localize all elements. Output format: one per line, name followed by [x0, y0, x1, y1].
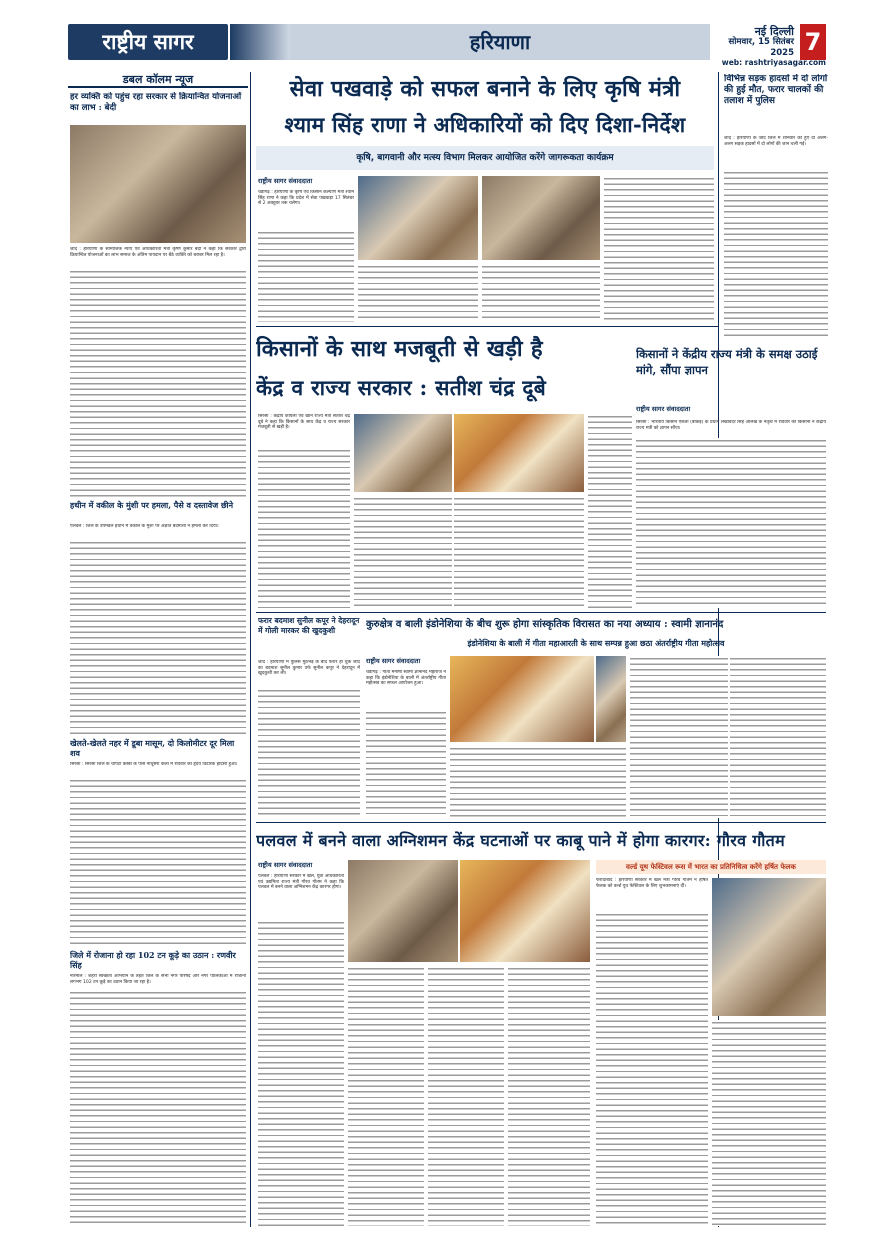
left-story3-text	[70, 762, 246, 946]
text-filler	[70, 269, 246, 497]
lead-headline-line1: सेवा पखवाड़े को सफल बनाने के लिए कृषि मंत्री	[289, 76, 681, 102]
lead-byline: राष्ट्रीय सागर संवाददाता	[258, 177, 313, 185]
text-filler	[428, 966, 504, 1226]
dateline	[712, 24, 798, 60]
text-filler	[604, 176, 714, 322]
text-filler	[358, 264, 478, 322]
left-story4-lead: नारनौल : शहरी स्वच्छता अभियान के तहत जिले के सभी नगर परिषद और नगर पालिकाओं में रोजाना लगभग 102 टन कूड़े का उठान किया जा रहा है।	[70, 974, 246, 985]
left-column-divider	[250, 72, 251, 1227]
right-middle-byline: राष्ट्रीय सागर संवाददाता	[636, 405, 691, 413]
right-bottom-headline: वर्ल्ड यूथ फेस्टिवल रूस में भारत का प्रतिनिधित्व करेंगे हर्षित फेलक	[596, 860, 826, 874]
text-filler	[482, 264, 600, 322]
left-story1-headline: हर व्यक्ति को पहुंच रहा सरकार से क्रियान्वित योजनाओं का लाभ : बेदी	[70, 92, 242, 113]
left-story2-lead: पलवल : जिले के उपमंडल हथीन में वकील के मुंशी पर अज्ञात बदमाशों ने हमला कर दिया।	[70, 524, 219, 529]
right-top-headline: विभिन्न सड़क हादसों में दो लोगों की हुई मौत, फरार चालकों की तलाश में पुलिस	[724, 74, 828, 106]
lead-text-col4	[604, 176, 714, 322]
left-story4-headline: जिले में रोजाना हो रहा 102 टन कूड़े का उठान : रणवीर सिंह	[70, 950, 236, 970]
third-text-col4	[730, 656, 826, 818]
text-filler	[724, 170, 828, 336]
fourth-byline: राष्ट्रीय सागर संवाददाता	[258, 861, 313, 869]
fourth-photo-right	[460, 860, 590, 962]
second-text-col4	[588, 414, 632, 608]
lead-photo-right	[482, 176, 600, 260]
text-filler	[588, 414, 632, 608]
right-top-text	[724, 136, 828, 336]
third-subhead: इंडोनेशिया के बाली में गीता महाआरती के साथ सम्पन्न हुआ छठा अंतर्राष्ट्रीय गीता महोत्सव	[467, 639, 725, 648]
text-filler	[630, 656, 728, 818]
text-filler	[730, 656, 826, 818]
text-filler	[508, 966, 590, 1226]
masthead-decor	[230, 24, 290, 60]
mid-left-headline: फरार बदमाश सुनील कपूर ने देहरादून में गोली मारकर की खुदकुशी	[258, 616, 360, 635]
fourth-text-col4	[508, 966, 590, 1226]
right-top-lead: जींद : हरियाणा के जींद जिले में शनिवार को हुए दो अलग-अलग सड़क हादसों में दो लोगों की जान चली गई।	[724, 136, 828, 147]
left-story1-lead: जींद : हरियाणा के सामाजिक न्याय एवं अधिकारिता मंत्री कृष्ण कुमार बेदी ने कहा कि सरकार द्वारा क्रियान्वित योजनाओं का लाभ समाज के अंतिम पायदान पर बैठे व्यक्ति को बराबर मिल रहा है।	[70, 247, 246, 258]
dateline-date: सोमवार, 15 सितंबर 2025	[728, 37, 794, 58]
third-text-col2	[450, 746, 626, 818]
second-text-col3	[454, 496, 584, 608]
lead-headline-line2: श्याम सिंह राणा ने अधिकारियों को दिए दिशा-निर्देश	[284, 112, 686, 137]
lead-subhead: कृषि, बागवानी और मत्स्य विभाग मिलकर आयोजित करेंगे जागरूकता कार्यक्रम	[256, 146, 714, 170]
left-story1-photo	[70, 125, 246, 243]
lead-text-col1	[258, 190, 354, 322]
fourth-headline: पलवल में बनने वाला अग्निशमन केंद्र घटनाओं पर काबू पाने में होगा कारगर: गौरव गौतम	[256, 831, 785, 850]
fourth-lead: पलवल : हरियाणा सरकार में खेल, युवा अधिकारिता एवं उद्यमिता राज्य मंत्री गौरव गौतम ने कहा कि पलवल में बनने वाला अग्निशमन केंद्र कारगर होगा।	[258, 874, 344, 891]
text-filler	[712, 1020, 826, 1226]
column-label: डबल कॉलम न्यूज	[68, 72, 248, 88]
fourth-text-col2	[348, 966, 424, 1226]
second-headline-line2: केंद्र व राज्य सरकार : सतीश चंद्र दूबे	[256, 375, 547, 400]
section-rule	[256, 612, 826, 613]
text-filler	[70, 540, 246, 734]
section-title: हरियाणा	[290, 24, 710, 60]
section-rule	[256, 326, 718, 327]
text-filler	[70, 778, 246, 946]
third-photo-large	[450, 656, 594, 742]
lead-text-col3	[482, 264, 600, 322]
fourth-text-col3	[428, 966, 504, 1226]
second-headline-line1: किसानों के साथ मजबूती से खड़ी है	[256, 336, 543, 362]
right-middle-headline: किसानों ने केंद्रीय राज्य मंत्री के समक्ष उठाई मांगे, सौंपा ज्ञापन	[636, 347, 818, 377]
page-number: 7	[800, 24, 826, 60]
right-bottom-photo	[712, 878, 826, 1016]
left-story4-text	[70, 974, 246, 1224]
right-bottom-text-col2	[712, 1020, 826, 1226]
text-filler	[454, 496, 584, 608]
text-filler	[354, 496, 452, 608]
lead-photo-left	[358, 176, 478, 260]
text-filler	[258, 448, 350, 608]
second-text-col2	[354, 496, 452, 608]
left-story3-headline: खेलते-खेलते नहर में डूबा मासूम, दो किलोमीटर दूर मिला शव	[70, 738, 235, 758]
second-photo-left	[354, 414, 452, 492]
right-middle-lead: सिरसा : भारतीय किसान एकता (बीकेई) के प्रधान लखविंदर सिंह औलख के नेतृत्व में रविवार को किसानों ने केंद्रीय राज्य मंत्री को ज्ञापन सौंपा।	[636, 420, 826, 431]
lead-text-col2	[358, 264, 478, 322]
website: web: rashtriyasagar.com	[721, 58, 826, 67]
left-story1-text	[70, 247, 246, 497]
right-bottom-text-col1	[596, 878, 708, 1226]
text-filler	[596, 912, 708, 1226]
second-photo-right	[454, 414, 584, 492]
fourth-text-col1	[258, 874, 344, 1226]
left-story2-text	[70, 524, 246, 734]
left-story3-lead: सिरसा : सिरसा जिले के चोपटा कस्बा के पास नाथूसरी कलां में रविवार को हृदय विदारक हादसा हुआ।	[70, 762, 238, 767]
lead-lead: चंडीगढ़ : हरियाणा के कृषि एवं किसान कल्याण मंत्री श्याम सिंह राणा ने कहा कि प्रदेश में सेवा पखवाड़ा 17 सितंबर से 2 अक्टूबर तक चलेगा।	[258, 190, 354, 207]
right-bottom-lead: फरीदाबाद : हरियाणा सरकार में खेल मंत्री गौरव गौतम ने हर्षित फेलक को वर्ल्ड यूथ फेस्टिवल के लिए शुभकामनाएं दीं।	[596, 878, 708, 889]
text-filler	[258, 688, 360, 818]
third-photo-small	[596, 656, 626, 742]
text-filler	[258, 920, 344, 1226]
third-byline: राष्ट्रीय सागर संवाददाता	[366, 657, 421, 665]
text-filler	[450, 746, 626, 818]
left-story2-headline: हथीन में वकील के मुंशी पर हमला, पैसे व दस्तावेज छीने	[70, 500, 234, 510]
second-lead: सिरसा : केंद्रीय कोयला एवं खान राज्य मंत्री सतीश चंद्र दूबे ने कहा कि किसानों के साथ केंद्र व राज्य सरकार मजबूती से खड़ी है।	[258, 414, 350, 431]
masthead-brand: राष्ट्रीय सागर	[68, 24, 228, 60]
third-text-col1	[366, 670, 446, 818]
third-headline: कुरुक्षेत्र व बाली इंडोनेशिया के बीच शुरू होगा सांस्कृतिक विरासत का नया अध्याय : स्वामी ज्ञानानंद	[366, 619, 724, 630]
section-rule	[256, 822, 826, 823]
fourth-photo-left	[348, 860, 458, 962]
third-text-col3	[630, 656, 728, 818]
text-filler	[636, 438, 826, 608]
dateline-city: नई दिल्ली	[754, 25, 794, 38]
text-filler	[348, 966, 424, 1226]
right-middle-text	[636, 420, 826, 608]
third-lead: चंडीगढ़ : गीता मनीषी स्वामी ज्ञानानंद महाराज ने कहा कि इंडोनेशिया के बाली में अंतर्राष्ट्रीय गीता महोत्सव का सफल आयोजन हुआ।	[366, 670, 446, 687]
text-filler	[70, 990, 246, 1224]
mid-left-text	[258, 660, 360, 818]
mid-left-lead: जींद : हरियाणा में पुलिस मुठभेड़ के बाद फरार हो चुके जींद का बदमाश सुनील कुमार उर्फ सुनील कपूर ने देहरादून में खुदकुशी कर ली।	[258, 660, 360, 677]
text-filler	[258, 230, 354, 322]
second-text-col1	[258, 414, 350, 608]
text-filler	[366, 710, 446, 818]
